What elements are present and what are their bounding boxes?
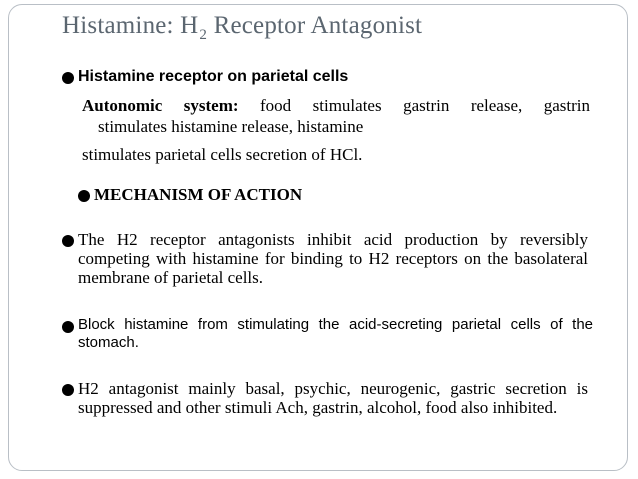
autonomic-line-2: stimulates histamine release, histamine [98, 117, 364, 136]
section-heading-receptor: Histamine receptor on parietal cells [78, 68, 349, 85]
bullet-icon [78, 190, 90, 202]
section-heading-mechanism: MECHANISM OF ACTION [94, 185, 303, 204]
autonomic-line-3: stimulates parietal cells secretion of HCl. [82, 145, 363, 164]
bullet-text-block-histamine: Block histamine from stimulating the acid-secreting parietal cells of the stomach. [78, 316, 593, 351]
title-subscript: 2 [199, 27, 208, 43]
bullet-icon [62, 321, 74, 333]
autonomic-line-1: Autonomic system: food stimulates gastrin release, gastrin [82, 96, 590, 115]
slide-title: Histamine: $H_2$ Receptor Antagonist [62, 12, 423, 43]
bullet-icon [62, 384, 74, 396]
bullet-text-secretion: H2 antagonist mainly basal, psychic, neurogenic, gastric secretion is suppressed and other stimuli Ach, gastrin, alcohol, food also inhibited. [78, 379, 588, 417]
bullet-text-h2-antagonists: The H2 receptor antagonists inhibit acid production by reversibly competing with histamine for binding to H2 receptors on the basolateral membrane of parietal cells. [78, 230, 588, 287]
bullet-icon [62, 72, 74, 84]
bullet-icon [62, 235, 74, 247]
